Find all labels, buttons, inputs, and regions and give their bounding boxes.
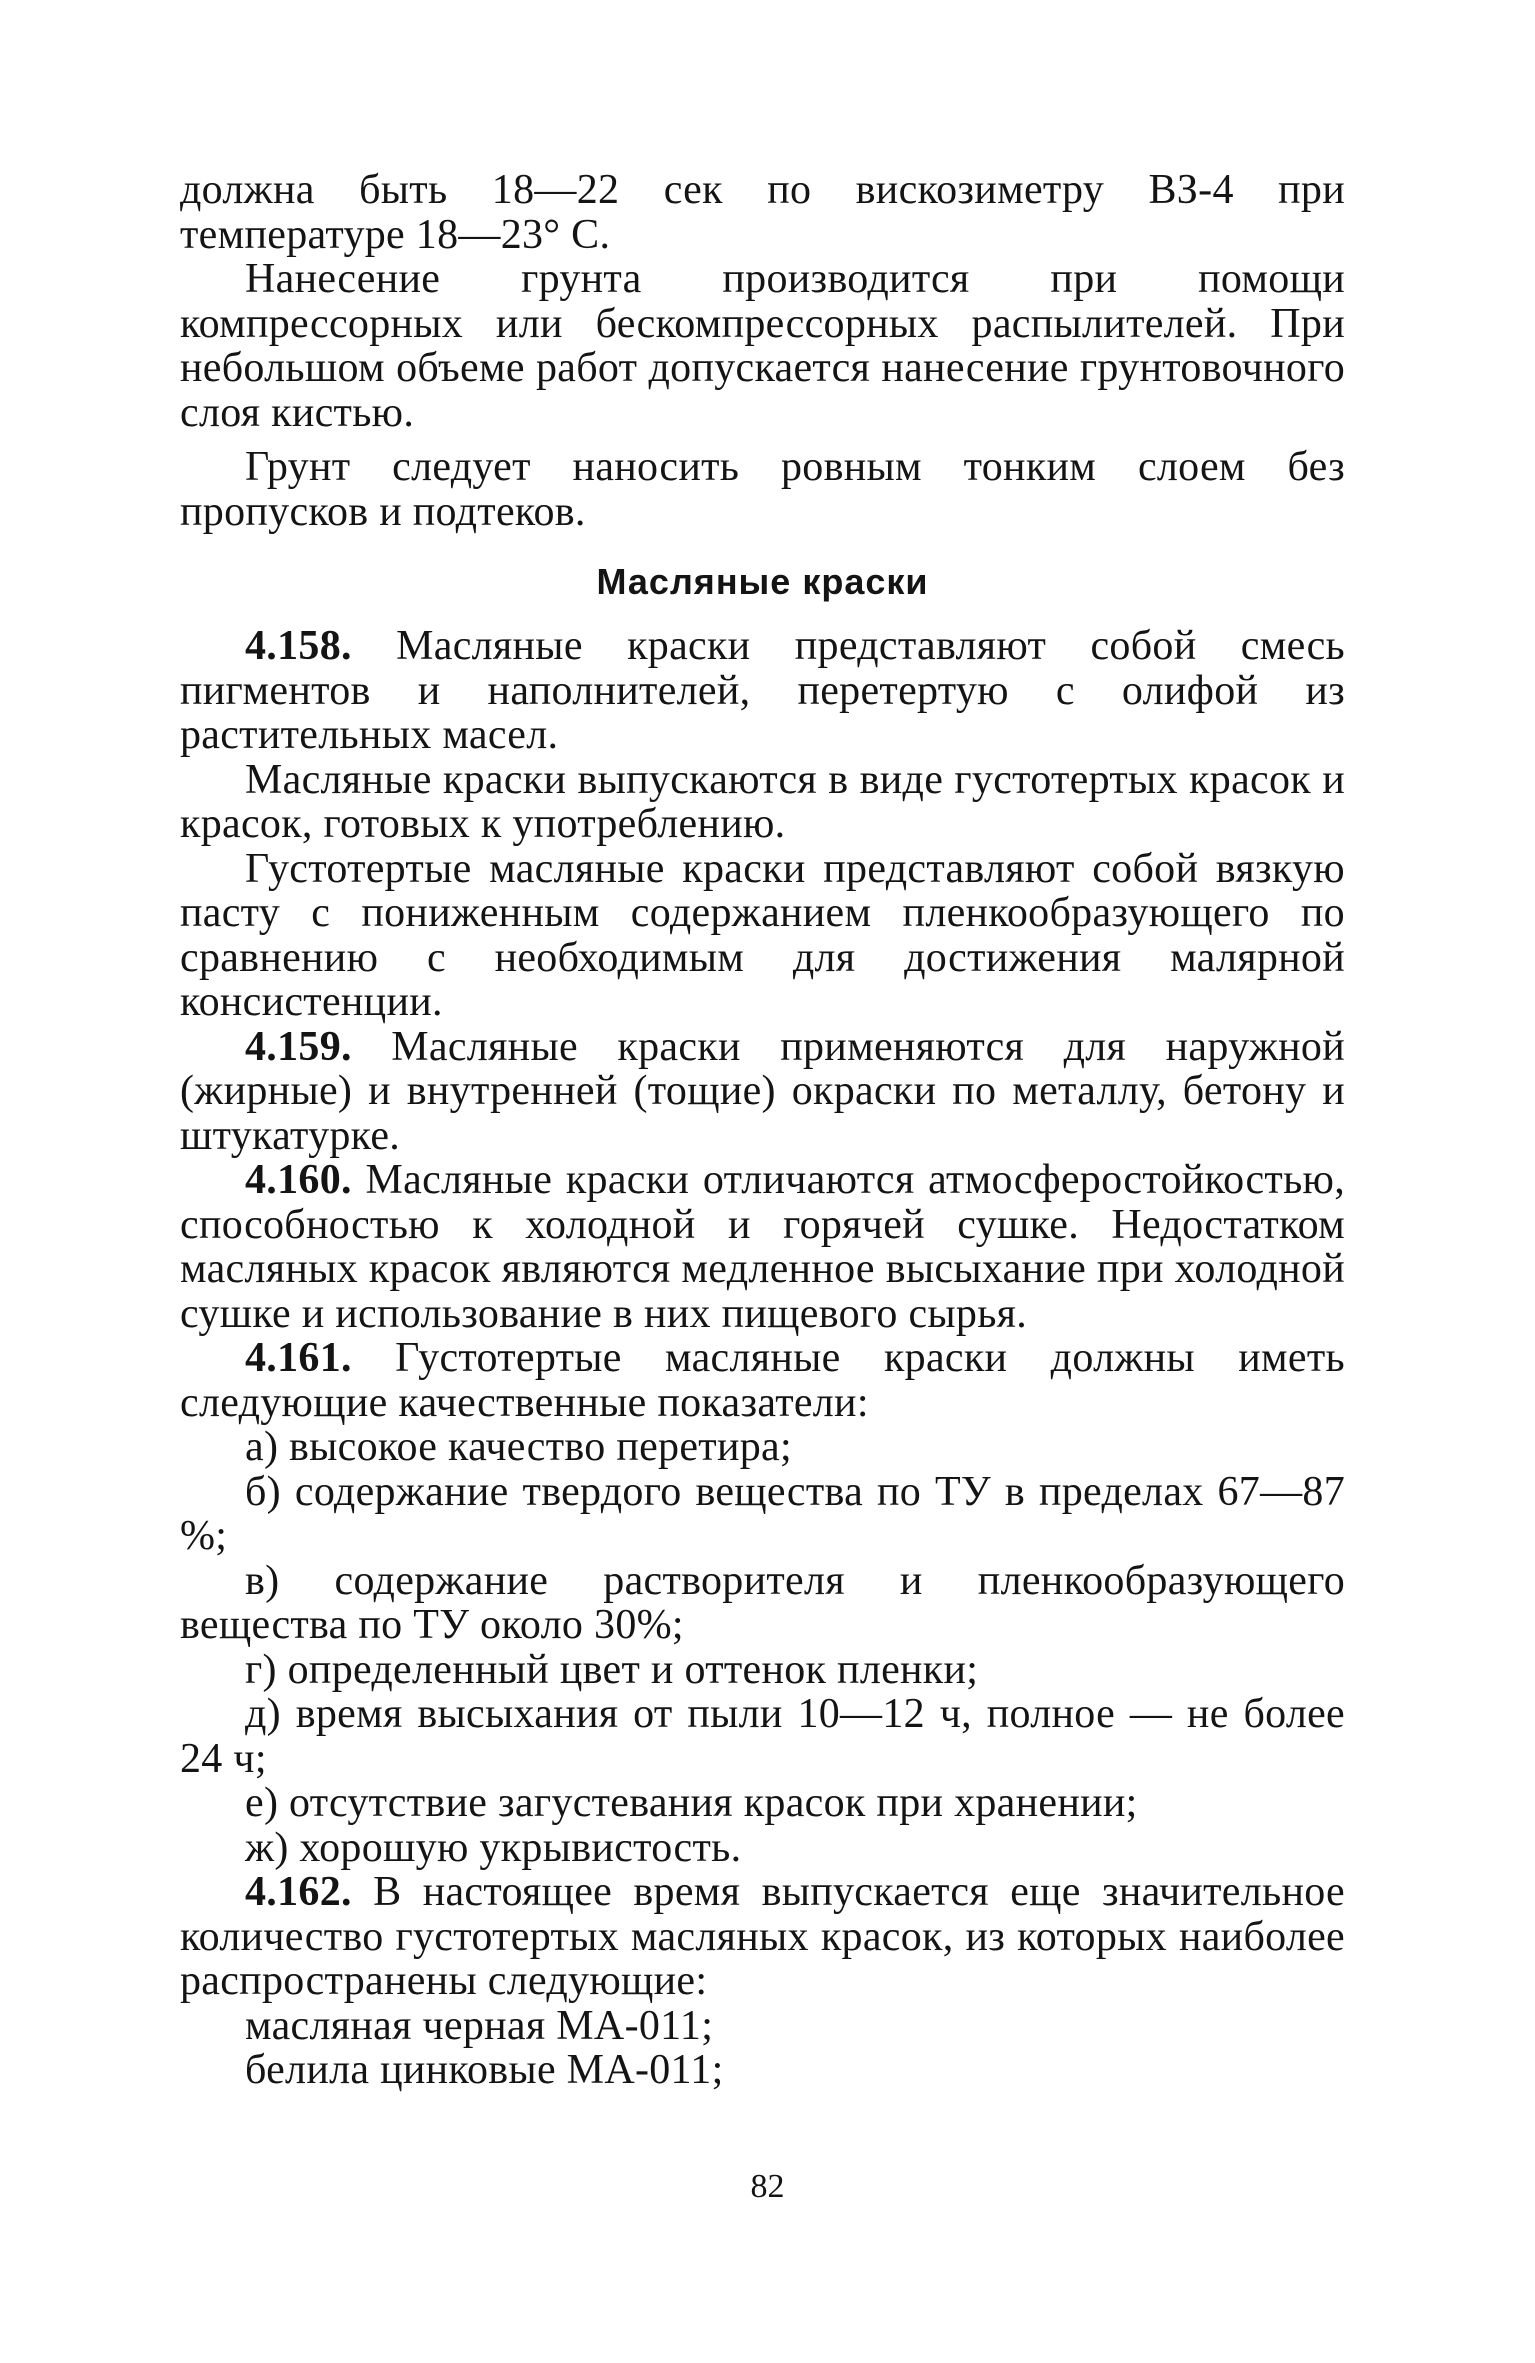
paragraph-viscosity: должна быть 18—22 сек по вискозиметру ВЗ-4 при температуре 18—23° С.: [180, 167, 1345, 258]
list-item: в) содержание растворителя и пленкообразующего вещества по ТУ около 30%;: [180, 1557, 1345, 1648]
paragraph-primer-application: Нанесение грунта производится при помощи компрессорных или бескомпрессорных распылителей. При небольшом объеме работ допускается нанесение грунтовочного слоя кистью.: [180, 256, 1345, 436]
section-number: 4.161.: [245, 1335, 352, 1381]
paragraph-primer-layer: Грунт следует наносить ровным тонким слоем без пропусков и подтеков.: [180, 444, 1345, 535]
page-number: 82: [750, 2168, 785, 2205]
section-text: В настоящее время выпускается еще значительное количество густотертых масляных красок, из которых наиболее распространены следующие:: [180, 1869, 1345, 2004]
section-text: Густотертые масляные краски должны иметь следующие качественные показатели:: [180, 1335, 1345, 1426]
paragraph-4-162: [180, 1870, 1345, 2004]
section-text: Масляные краски применяются для наружной (жирные) и внутренней (тощие) окраски по металлу, бетону и штукатурке.: [180, 1023, 1345, 1159]
paragraph-4-158: [180, 624, 1345, 758]
section-number: 4.159.: [245, 1023, 352, 1070]
list-item: белила цинковые МА-011;: [245, 2047, 724, 2093]
page-body: [180, 168, 1345, 2093]
list-item: д) время высыхания от пыли 10—12 ч, полное — не более 24 ч;: [180, 1691, 1345, 1782]
paragraph-4-160: [180, 1158, 1345, 1336]
list-item: г) определенный цвет и оттенок пленки;: [245, 1646, 979, 1693]
section-text: Масляные краски отличаются атмосферостойкостью, способностью к холодной и горячей сушке. Недостатком масляных красок являются медленное высыхание при холодной сушке и использование в них пищевого сырья.: [180, 1157, 1345, 1337]
section-number: 4.162.: [245, 1869, 352, 1915]
paragraph-4-158-release: Масляные краски выпускаются в виде густотертых красок и красок, готовых к употреблению.: [180, 756, 1345, 847]
section-number: 4.160.: [245, 1157, 352, 1203]
list-item: масляная черная МА-011;: [245, 2002, 714, 2049]
list-item: б) содержание твердого вещества по ТУ в пределах 67—87 %;: [180, 1468, 1345, 1559]
paragraph-4-159: [180, 1025, 1345, 1159]
paragraph-4-161: [180, 1336, 1345, 1425]
list-item: ж) хорошую укрывистость.: [245, 1824, 742, 1871]
paragraph-4-158-paste: Густотертые масляные краски представляют собой вязкую пасту с пониженным содержанием пленкообразующего по сравнению с необходимым для достижения малярной консистенции.: [180, 845, 1345, 1025]
section-heading: Масляные краски: [596, 561, 929, 602]
section-number: 4.158.: [245, 623, 352, 669]
list-item: е) отсутствие загустевания красок при хранении;: [245, 1780, 1138, 1826]
list-item: а) высокое качество перетира;: [245, 1424, 792, 1470]
section-text: Масляные краски представляют собой смесь пигментов и наполнителей, перетертую с олифой из растительных масел.: [180, 623, 1345, 758]
